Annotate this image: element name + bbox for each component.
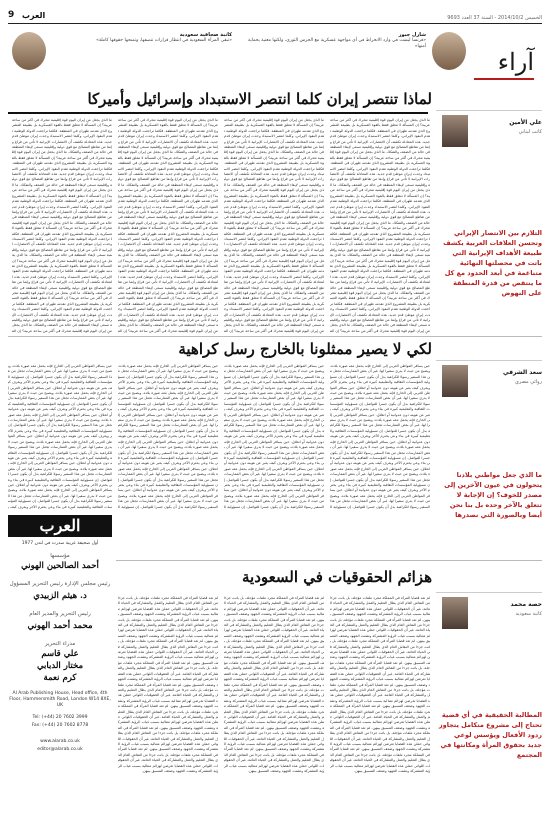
section-title: آراء bbox=[497, 48, 534, 76]
body-column: ما الذي يجعل من إيران اليوم قوة إقليمية تتحرك في أكثر من ساحة عربية؟ إن المسألة لا تتعلق فقط بالقوة العسكرية بل بطبيعة المشروع الذي تقدمه طهران في المنطقة. فكلما تراجعت الدولة الوطنية تقدم النفوذ الإيراني، وكلما انتصر الاستبداد وجدت إيران موطئ قدم جديد. هذه المعادلة تكشف أن الانتصارات الإيرانية لا تأتي من فراغ وإنما من تقاطع المصالح مع قوى دولية وإقليمية تسعى لإبقاء المنطقة في حالة من الضعف والتفكك. ما الذي يجعل من إيران اليوم قوة إقليمية تتحرك في أكثر من ساحة عربية؟ إن المسألة لا تتعلق فقط بالقوة العسكرية بل بطبيعة المشروع الذي تقدمه طهران في المنطقة. فكلما تراجعت الدولة الوطنية تقدم النفوذ الإيراني، وكلما انتصر الاستبداد وجدت إيران موطئ قدم جديد. هذه المعادلة تكشف أن الانتصارات الإيرانية لا تأتي من فراغ وإنما من تقاطع المصالح مع قوى دولية وإقليمية تسعى لإبقاء المنطقة في حالة من الضعف والتفكك. ما الذي يجعل من إيران اليوم قوة إقليمية تتحرك في أكثر من ساحة عربية؟ إن المسألة لا تتعلق فقط بالقوة العسكرية بل بطبيعة المشروع الذي تقدمه طهران في المنطقة. فكلما تراجعت الدولة الوطنية تقدم النفوذ الإيراني، وكلما انتصر الاستبداد وجدت إيران موطئ قدم جديد. هذه المعادلة تكشف أن الانتصارات الإيرانية لا تأتي من فراغ وإنما من تقاطع المصالح مع قوى دولية وإقليمية تسعى لإبقاء المنطقة في حالة من الضعف والتفكك. ما الذي يجعل من إيران اليوم قوة إقليمية تتحرك في أكثر من ساحة عربية؟ إن المسألة لا تتعلق فقط بالقوة العسكرية بل بطبيعة المشروع الذي تقدمه طهران في المنطقة. فكلما تراجعت الدولة الوطنية تقدم النفوذ الإيراني، وكلما انتصر الاستبداد وجدت إيران موطئ قدم جديد. هذه المعادلة تكشف أن الانتصارات الإيرانية لا تأتي من فراغ وإنما من تقاطع المصالح مع قوى دولية وإقليمية تسعى لإبقاء المنطقة في حالة من الضعف والتفكك. ما الذي يجعل من إيران اليوم قوة إقليمية تتحرك في أكثر من ساحة عربية؟ إن المسألة لا تتعلق فقط بالقوة العسكرية بل بطبيعة المشروع الذي تقدمه طهران في المنطقة. فكلما تراجعت الدولة الوطنية تقدم النفوذ الإيراني، وكلما انتصر الاستبداد وجدت إيران موطئ قدم جديد. هذه المعادلة تكشف أن الانتصارات الإيرانية لا تأتي من فراغ وإنما من تقاطع المصالح مع قوى دولية وإقليمية تسعى لإبقاء المنطقة في حالة من الضعف والتفكك. ما الذي يجعل من إيران اليوم قوة إقليمية تتحرك في أكثر من ساحة عربية؟ إن المسألة لا تتعلق فقط بالقوة العسكرية بل بطبيعة المشروع الذي تقدمه طهران في المنطقة. فكلما تراجعت الدولة الوطنية تقدم النفوذ الإيراني، وكلما انتصر الاستبداد وجدت إيران موطئ قدم جديد. هذه المعادلة تكشف أن الانتصارات الإيرانية لا تأتي من فراغ وإنما من تقاطع المصالح مع قوى دولية وإقليمية تسعى لإبقاء المنطقة في حالة من الضعف والتفكك. ما الذي يجعل من إيران اليوم قوة إقليمية تتحرك في أكثر من ساحة عربية؟ إن الم bbox=[224, 118, 324, 333]
website-link[interactable]: www.alarab.co.uk bbox=[40, 739, 80, 744]
headline-2: لكي لا يصير ممثلونا بالخارج رسل كراهية bbox=[178, 340, 432, 358]
author-photo bbox=[12, 32, 46, 70]
author-teaser bbox=[246, 32, 426, 72]
body-column: ما الذي يجعل من إيران اليوم قوة إقليمية تتحرك في أكثر من ساحة عربية؟ إن المسألة لا تتعلق فقط بالقوة العسكرية بل بطبيعة المشروع الذي تقدمه طهران في المنطقة. فكلما تراجعت الدولة الوطنية تقدم النفوذ الإيراني، وكلما انتصر الاستبداد وجدت إيران موطئ قدم جديد. هذه المعادلة تكشف أن الانتصارات الإيرانية لا تأتي من فراغ وإنما من تقاطع المصالح مع قوى دولية وإقليمية تسعى لإبقاء المنطقة في حالة من الضعف والتفكك. ما الذي يجعل من إيران اليوم قوة إقليمية تتحرك في أكثر من ساحة عربية؟ إن المسألة لا تتعلق فقط بالقوة العسكرية بل بطبيعة المشروع الذي تقدمه طهران في المنطقة. فكلما تراجعت الدولة الوطنية تقدم النفوذ الإيراني، وكلما انتصر الاستبداد وجدت إيران موطئ قدم جديد. هذه المعادلة تكشف أن الانتصارات الإيرانية لا تأتي من فراغ وإنما من تقاطع المصالح مع قوى دولية وإقليمية تسعى لإبقاء المنطقة في حالة من الضعف والتفكك. ما الذي يجعل من إيران اليوم قوة إقليمية تتحرك في أكثر من ساحة عربية؟ إن المسألة لا تتعلق فقط بالقوة العسكرية بل بطبيعة المشروع الذي تقدمه طهران في المنطقة. فكلما تراجعت الدولة الوطنية تقدم النفوذ الإيراني، وكلما انتصر الاستبداد وجدت إيران موطئ قدم جديد. هذه المعادلة تكشف أن الانتصارات الإيرانية لا تأتي من فراغ وإنما من تقاطع المصالح مع قوى دولية وإقليمية تسعى لإبقاء المنطقة في حالة من الضعف والتفكك. ما الذي يجعل من إيران اليوم قوة إقليمية تتحرك في أكثر من ساحة عربية؟ إن المسألة لا تتعلق فقط بالقوة العسكرية بل بطبيعة المشروع الذي تقدمه طهران في المنطقة. فكلما تراجعت الدولة الوطنية تقدم النفوذ الإيراني، وكلما انتصر الاستبداد وجدت إيران موطئ قدم جديد. هذه المعادلة تكشف أن الانتصارات الإيرانية لا تأتي من فراغ وإنما من تقاطع المصالح مع قوى دولية وإقليمية تسعى لإبقاء المنطقة في حالة من الضعف والتفكك. ما الذي يجعل من إيران اليوم قوة إقليمية تتحرك في أكثر من ساحة عربية؟ إن المسألة لا تتعلق فقط بالقوة العسكرية بل بطبيعة المشروع الذي تقدمه طهران في المنطقة. فكلما تراجعت الدولة الوطنية تقدم النفوذ الإيراني، وكلما انتصر الاستبداد وجدت إيران موطئ قدم جديد. هذه المعادلة تكشف أن الانتصارات الإيرانية لا تأتي من فراغ وإنما من تقاطع المصالح مع قوى دولية وإقليمية تسعى لإبقاء المنطقة في حالة من الضعف والتفكك. ما الذي يجعل من إيران اليوم قوة إقليمية تتحرك في أكثر من ساحة عربية؟ إن المسألة لا تتعلق فقط بالقوة العسكرية بل بطبيعة المشروع الذي تقدمه طهران في المنطقة. فكلما تراجعت الدولة الوطنية تقدم النفوذ الإيراني، وكلما انتصر الاستبداد وجدت إيران موطئ قدم جديد. هذه المعادلة تكشف أن الانتصارات الإيرانية لا تأتي من فراغ وإنما من تقاطع المصالح مع قوى دولية وإقليمية تسعى لإبقاء المنطقة في حالة من الضعف والتفكك. ما الذي يجعل من إيران اليوم قوة إقليمية تتحرك في أكثر من ساحة عربية؟ إن الم bbox=[118, 118, 218, 333]
author-teaser bbox=[52, 32, 232, 72]
body-column: لم تعد قضايا المرأة في المملكة مجرد ملفات مؤجلة، بل باتت جزءا من النقاش العام الذي يطال التعليم والعمل والمشاركة في الحياة العامة. غير أن الحقوقيات اللواتي حملن هذه القضايا تعرضن لهزائم متتالية بسبب غياب الرؤية المشتركة وتشتت الجهود وضعف التنسيق بينهن. لم تعد قضايا المرأة في المملكة مجرد ملفات مؤجلة، بل باتت جزءا من النقاش العام الذي يطال التعليم والعمل والمشاركة في الحياة العامة. غير أن الحقوقيات اللواتي حملن هذه القضايا تعرضن لهزائم متتالية بسبب غياب الرؤية المشتركة وتشتت الجهود وضعف التنسيق بينهن. لم تعد قضايا المرأة في المملكة مجرد ملفات مؤجلة، بل باتت جزءا من النقاش العام الذي يطال التعليم والعمل والمشاركة في الحياة العامة. غير أن الحقوقيات اللواتي حملن هذه القضايا تعرضن لهزائم متتالية بسبب غياب الرؤية المشتركة وتشتت الجهود وضعف التنسيق بينهن. لم تعد قضايا المرأة في المملكة مجرد ملفات مؤجلة، بل باتت جزءا من النقاش العام الذي يطال التعليم والعمل والمشاركة في الحياة العامة. غير أن الحقوقيات اللواتي حملن هذه القضايا تعرضن لهزائم متتالية بسبب غياب الرؤية المشتركة وتشتت الجهود وضعف التنسيق بينهن. لم تعد قضايا المرأة في المملكة مجرد ملفات مؤجلة، بل باتت جزءا من النقاش العام الذي يطال التعليم والعمل والمشاركة في الحياة العامة. غير أن الحقوقيات اللواتي حملن هذه القضايا تعرضن لهزائم متتالية بسبب غياب الرؤية المشتركة وتشتت الجهود وضعف التنسيق بينهن. لم تعد قضايا المرأة في المملكة مجرد ملفات مؤجلة، بل باتت جزءا من النقاش العام الذي يطال التعليم والعمل والمشاركة في الحياة العامة. غير أن الحقوقيات اللواتي حملن هذه القضايا تعرضن لهزائم متتالية بسبب غياب الرؤية المشتركة وتشتت الجهود وضعف التنسيق بينهن. لم تعد قضايا المرأة في المملكة مجرد ملفات مؤجلة، بل باتت جزءا من النقاش العام الذي يطال التعليم والعمل والمشاركة في الحياة العامة. غير أن الحقوقيات اللواتي حملن هذه القضايا تعرضن لهزائم متتالية بسبب غياب الرؤية المشتركة وتشتت الجهود وضعف التنسيق بينهن. لم تعد قضايا المرأة في المملكة مجرد ملفات مؤجلة، بل باتت جزءا من النقاش العام الذي يطال التعليم والعمل والمشاركة في الحياة العامة. غير أن الحقوقيات اللواتي حملن هذه القضايا تعرضن لهزائم متتالية بسبب غياب الرؤية المشتركة وتشتت الجهود وضعف التنسيق بينهن. bbox=[224, 596, 324, 773]
tagline: أول صحيفة عربية صدرت في لندن 1977 bbox=[21, 541, 99, 546]
top-authors bbox=[8, 28, 468, 76]
author-photo bbox=[442, 115, 468, 147]
chairman-role: رئيس مجلس الإدارة رئيس التحرير المسؤول bbox=[9, 581, 111, 587]
author-box bbox=[436, 592, 542, 633]
newspaper-logo: العرب bbox=[8, 515, 112, 537]
headline-rule bbox=[8, 112, 428, 114]
top-strip bbox=[8, 10, 542, 22]
issue-date: الخميس 2014/10/2 - السنة 37 العدد 9693 bbox=[447, 15, 542, 21]
top-rule bbox=[8, 23, 542, 24]
author-photo bbox=[442, 365, 468, 397]
body-column: لم تعد قضايا المرأة في المملكة مجرد ملفات مؤجلة، بل باتت جزءا من النقاش العام الذي يطال التعليم والعمل والمشاركة في الحياة العامة. غير أن الحقوقيات اللواتي حملن هذه القضايا تعرضن لهزائم متتالية بسبب غياب الرؤية المشتركة وتشتت الجهود وضعف التنسيق بينهن. لم تعد قضايا المرأة في المملكة مجرد ملفات مؤجلة، بل باتت جزءا من النقاش العام الذي يطال التعليم والعمل والمشاركة في الحياة العامة. غير أن الحقوقيات اللواتي حملن هذه القضايا تعرضن لهزائم متتالية بسبب غياب الرؤية المشتركة وتشتت الجهود وضعف التنسيق بينهن. لم تعد قضايا المرأة في المملكة مجرد ملفات مؤجلة، بل باتت جزءا من النقاش العام الذي يطال التعليم والعمل والمشاركة في الحياة العامة. غير أن الحقوقيات اللواتي حملن هذه القضايا تعرضن لهزائم متتالية بسبب غياب الرؤية المشتركة وتشتت الجهود وضعف التنسيق بينهن. لم تعد قضايا المرأة في المملكة مجرد ملفات مؤجلة، بل باتت جزءا من النقاش العام الذي يطال التعليم والعمل والمشاركة في الحياة العامة. غير أن الحقوقيات اللواتي حملن هذه القضايا تعرضن لهزائم متتالية بسبب غياب الرؤية المشتركة وتشتت الجهود وضعف التنسيق بينهن. لم تعد قضايا المرأة في المملكة مجرد ملفات مؤجلة، بل باتت جزءا من النقاش العام الذي يطال التعليم والعمل والمشاركة في الحياة العامة. غير أن الحقوقيات اللواتي حملن هذه القضايا تعرضن لهزائم متتالية بسبب غياب الرؤية المشتركة وتشتت الجهود وضعف التنسيق بينهن. لم تعد قضايا المرأة في المملكة مجرد ملفات مؤجلة، بل باتت جزءا من النقاش العام الذي يطال التعليم والعمل والمشاركة في الحياة العامة. غير أن الحقوقيات اللواتي حملن هذه القضايا تعرضن لهزائم متتالية بسبب غياب الرؤية المشتركة وتشتت الجهود وضعف التنسيق بينهن. لم تعد قضايا المرأة في المملكة مجرد ملفات مؤجلة، بل باتت جزءا من النقاش العام الذي يطال التعليم والعمل والمشاركة في الحياة العامة. غير أن الحقوقيات اللواتي حملن هذه القضايا تعرضن لهزائم متتالية بسبب غياب الرؤية المشتركة وتشتت الجهود وضعف التنسيق بينهن. لم تعد قضايا المرأة في المملكة مجرد ملفات مؤجلة، بل باتت جزءا من النقاش العام الذي يطال التعليم والعمل والمشاركة في الحياة العامة. غير أن الحقوقيات اللواتي حملن هذه القضايا تعرضن لهزائم متتالية بسبب غياب الرؤية المشتركة وتشتت الجهود وضعف التنسيق بينهن. bbox=[330, 596, 430, 773]
chairman-name: د. هيثم الزبيدي bbox=[33, 591, 87, 601]
author-quote: «تبقى المرأة السعودية في انتظار قرارات تنصفها، وتمنحها حقوقها كاملة» bbox=[96, 38, 232, 43]
article-3-body bbox=[118, 596, 430, 818]
address: Al Arab Publishing House, Head office, 4th Floor, Hammersmith Road, London W14 8XE, UK bbox=[9, 691, 111, 708]
telephone: Tel: (+44) 20 7602 3999 bbox=[32, 715, 88, 720]
article-3-sidebar bbox=[436, 592, 542, 817]
section-rule bbox=[474, 78, 534, 80]
brand-name: العرب bbox=[22, 11, 46, 20]
pull-quote: المطالبة الحقيقية في أي قضية تحتاج إلى مشروع متكامل يتجاوز ردود الأفعال ويؤسس لوعي جديد بحقوق المرأة ومكانتها في المجتمع bbox=[438, 711, 542, 759]
founder-role: مؤسسها bbox=[50, 553, 70, 559]
body-column: ما الذي يجعل من إيران اليوم قوة إقليمية تتحرك في أكثر من ساحة عربية؟ إن المسألة لا تتعلق فقط بالقوة العسكرية بل بطبيعة المشروع الذي تقدمه طهران في المنطقة. فكلما تراجعت الدولة الوطنية تقدم النفوذ الإيراني، وكلما انتصر الاستبداد وجدت إيران موطئ قدم جديد. هذه المعادلة تكشف أن الانتصارات الإيرانية لا تأتي من فراغ وإنما من تقاطع المصالح مع قوى دولية وإقليمية تسعى لإبقاء المنطقة في حالة من الضعف والتفكك. ما الذي يجعل من إيران اليوم قوة إقليمية تتحرك في أكثر من ساحة عربية؟ إن المسألة لا تتعلق فقط بالقوة العسكرية بل بطبيعة المشروع الذي تقدمه طهران في المنطقة. فكلما تراجعت الدولة الوطنية تقدم النفوذ الإيراني، وكلما انتصر الاستبداد وجدت إيران موطئ قدم جديد. هذه المعادلة تكشف أن الانتصارات الإيرانية لا تأتي من فراغ وإنما من تقاطع المصالح مع قوى دولية وإقليمية تسعى لإبقاء المنطقة في حالة من الضعف والتفكك. ما الذي يجعل من إيران اليوم قوة إقليمية تتحرك في أكثر من ساحة عربية؟ إن المسألة لا تتعلق فقط بالقوة العسكرية بل بطبيعة المشروع الذي تقدمه طهران في المنطقة. فكلما تراجعت الدولة الوطنية تقدم النفوذ الإيراني، وكلما انتصر الاستبداد وجدت إيران موطئ قدم جديد. هذه المعادلة تكشف أن الانتصارات الإيرانية لا تأتي من فراغ وإنما من تقاطع المصالح مع قوى دولية وإقليمية تسعى لإبقاء المنطقة في حالة من الضعف والتفكك. ما الذي يجعل من إيران اليوم قوة إقليمية تتحرك في أكثر من ساحة عربية؟ إن المسألة لا تتعلق فقط بالقوة العسكرية بل بطبيعة المشروع الذي تقدمه طهران في المنطقة. فكلما تراجعت الدولة الوطنية تقدم النفوذ الإيراني، وكلما انتصر الاستبداد وجدت إيران موطئ قدم جديد. هذه المعادلة تكشف أن الانتصارات الإيرانية لا تأتي من فراغ وإنما من تقاطع المصالح مع قوى دولية وإقليمية تسعى لإبقاء المنطقة في حالة من الضعف والتفكك. ما الذي يجعل من إيران اليوم قوة إقليمية تتحرك في أكثر من ساحة عربية؟ إن المسألة لا تتعلق فقط بالقوة العسكرية بل بطبيعة المشروع الذي تقدمه طهران في المنطقة. فكلما تراجعت الدولة الوطنية تقدم النفوذ الإيراني، وكلما انتصر الاستبداد وجدت إيران موطئ قدم جديد. هذه المعادلة تكشف أن الانتصارات الإيرانية لا تأتي من فراغ وإنما من تقاطع المصالح مع قوى دولية وإقليمية تسعى لإبقاء المنطقة في حالة من الضعف والتفكك. ما الذي يجعل من إيران اليوم قوة إقليمية تتحرك في أكثر من ساحة عربية؟ إن المسألة لا تتعلق فقط بالقوة العسكرية بل بطبيعة المشروع الذي تقدمه طهران في المنطقة. فكلما تراجعت الدولة الوطنية تقدم النفوذ الإيراني، وكلما انتصر الاستبداد وجدت إيران موطئ قدم جديد. هذه المعادلة تكشف أن الانتصارات الإيرانية لا تأتي من فراغ وإنما من تقاطع المصالح مع قوى دولية وإقليمية تسعى لإبقاء المنطقة في حالة من الضعف والتفكك. ما الذي يجعل من إيران اليوم قوة إقليمية تتحرك في أكثر من ساحة عربية؟ إن الم bbox=[330, 118, 430, 333]
editor-role: رئيس التحرير والمدير العام bbox=[29, 611, 91, 617]
pull-quote: التلازم بين الانتصار الإيراني وتحسن العلاقات العربية يكشف طبيعة الأهداف الإيرانية التي باتت في محصلتها النهائية متناغمة في أبعد الحدود مع كل ما ينتقص من قدرة المنطقة على النهوض bbox=[443, 229, 542, 297]
page-number: 9 bbox=[8, 10, 15, 20]
fax: Fax: (+44) 20 7602 8778 bbox=[31, 723, 89, 728]
article-2-sidebar bbox=[436, 360, 542, 560]
managing-name: مختار الدبابي bbox=[36, 661, 84, 671]
article-2-body-left bbox=[8, 364, 112, 510]
headline-1: لماذا تنتصر إيران كلما انتصر الاستبداد وإسرائيل وأميركا bbox=[87, 90, 432, 108]
author-name: علي الأمين bbox=[509, 119, 542, 126]
author-quote: «فرنسا ليست في وارد الانخراط في أي مواجهة عسكرية مع الحرس الثوري، ولكنها معنية بحماية أمنها» bbox=[248, 38, 426, 49]
section-divider bbox=[8, 336, 542, 337]
managing-role: مدراء التحرير bbox=[44, 641, 76, 647]
author-photo bbox=[442, 597, 468, 629]
author-name: حصة محمد bbox=[510, 601, 542, 608]
top-author-1 bbox=[240, 28, 470, 76]
author-photo bbox=[432, 32, 466, 70]
body-column: ما الذي يجعل من إيران اليوم قوة إقليمية تتحرك في أكثر من ساحة عربية؟ إن المسألة لا تتعلق فقط بالقوة العسكرية بل بطبيعة المشروع الذي تقدمه طهران في المنطقة. فكلما تراجعت الدولة الوطنية تقدم النفوذ الإيراني، وكلما انتصر الاستبداد وجدت إيران موطئ قدم جديد. هذه المعادلة تكشف أن الانتصارات الإيرانية لا تأتي من فراغ وإنما من تقاطع المصالح مع قوى دولية وإقليمية تسعى لإبقاء المنطقة في حالة من الضعف والتفكك. ما الذي يجعل من إيران اليوم قوة إقليمية تتحرك في أكثر من ساحة عربية؟ إن المسألة لا تتعلق فقط بالقوة العسكرية بل بطبيعة المشروع الذي تقدمه طهران في المنطقة. فكلما تراجعت الدولة الوطنية تقدم النفوذ الإيراني، وكلما انتصر الاستبداد وجدت إيران موطئ قدم جديد. هذه المعادلة تكشف أن الانتصارات الإيرانية لا تأتي من فراغ وإنما من تقاطع المصالح مع قوى دولية وإقليمية تسعى لإبقاء المنطقة في حالة من الضعف والتفكك. ما الذي يجعل من إيران اليوم قوة إقليمية تتحرك في أكثر من ساحة عربية؟ إن المسألة لا تتعلق فقط بالقوة العسكرية بل بطبيعة المشروع الذي تقدمه طهران في المنطقة. فكلما تراجعت الدولة الوطنية تقدم النفوذ الإيراني، وكلما انتصر الاستبداد وجدت إيران موطئ قدم جديد. هذه المعادلة تكشف أن الانتصارات الإيرانية لا تأتي من فراغ وإنما من تقاطع المصالح مع قوى دولية وإقليمية تسعى لإبقاء المنطقة في حالة من الضعف والتفكك. ما الذي يجعل من إيران اليوم قوة إقليمية تتحرك في أكثر من ساحة عربية؟ إن المسألة لا تتعلق فقط بالقوة العسكرية بل بطبيعة المشروع الذي تقدمه طهران في المنطقة. فكلما تراجعت الدولة الوطنية تقدم النفوذ الإيراني، وكلما انتصر الاستبداد وجدت إيران موطئ قدم جديد. هذه المعادلة تكشف أن الانتصارات الإيرانية لا تأتي من فراغ وإنما من تقاطع المصالح مع قوى دولية وإقليمية تسعى لإبقاء المنطقة في حالة من الضعف والتفكك. ما الذي يجعل من إيران اليوم قوة إقليمية تتحرك في أكثر من ساحة عربية؟ إن المسألة لا تتعلق فقط بالقوة العسكرية بل بطبيعة المشروع الذي تقدمه طهران في المنطقة. فكلما تراجعت الدولة الوطنية تقدم النفوذ الإيراني، وكلما انتصر الاستبداد وجدت إيران موطئ قدم جديد. هذه المعادلة تكشف أن الانتصارات الإيرانية لا تأتي من فراغ وإنما من تقاطع المصالح مع قوى دولية وإقليمية تسعى لإبقاء المنطقة في حالة من الضعف والتفكك. ما الذي يجعل من إيران اليوم قوة إقليمية تتحرك في أكثر من ساحة عربية؟ إن المسألة لا تتعلق فقط بالقوة العسكرية بل بطبيعة المشروع الذي تقدمه طهران في المنطقة. فكلما تراجعت الدولة الوطنية تقدم النفوذ الإيراني، وكلما انتصر الاستبداد وجدت إيران موطئ قدم جديد. هذه المعادلة تكشف أن الانتصارات الإيرانية لا تأتي من فراغ وإنما من تقاطع المصالح مع قوى دولية وإقليمية تسعى لإبقاء المنطقة في حالة من الضعف والتفكك. ما الذي يجعل من إيران اليوم قوة إقليمية تتحرك في أكثر من ساحة عربية؟ إن الم bbox=[12, 118, 112, 333]
masthead-credits bbox=[8, 515, 112, 815]
author-role: روائي مصري bbox=[514, 379, 542, 385]
managing-name: كرم نعمة bbox=[43, 673, 77, 683]
body-column: لم تعد قضايا المرأة في المملكة مجرد ملفات مؤجلة، بل باتت جزءا من النقاش العام الذي يطال التعليم والعمل والمشاركة في الحياة العامة. غير أن الحقوقيات اللواتي حملن هذه القضايا تعرضن لهزائم متتالية بسبب غياب الرؤية المشتركة وتشتت الجهود وضعف التنسيق بينهن. لم تعد قضايا المرأة في المملكة مجرد ملفات مؤجلة، بل باتت جزءا من النقاش العام الذي يطال التعليم والعمل والمشاركة في الحياة العامة. غير أن الحقوقيات اللواتي حملن هذه القضايا تعرضن لهزائم متتالية بسبب غياب الرؤية المشتركة وتشتت الجهود وضعف التنسيق بينهن. لم تعد قضايا المرأة في المملكة مجرد ملفات مؤجلة، بل باتت جزءا من النقاش العام الذي يطال التعليم والعمل والمشاركة في الحياة العامة. غير أن الحقوقيات اللواتي حملن هذه القضايا تعرضن لهزائم متتالية بسبب غياب الرؤية المشتركة وتشتت الجهود وضعف التنسيق بينهن. لم تعد قضايا المرأة في المملكة مجرد ملفات مؤجلة، بل باتت جزءا من النقاش العام الذي يطال التعليم والعمل والمشاركة في الحياة العامة. غير أن الحقوقيات اللواتي حملن هذه القضايا تعرضن لهزائم متتالية بسبب غياب الرؤية المشتركة وتشتت الجهود وضعف التنسيق بينهن. لم تعد قضايا المرأة في المملكة مجرد ملفات مؤجلة، بل باتت جزءا من النقاش العام الذي يطال التعليم والعمل والمشاركة في الحياة العامة. غير أن الحقوقيات اللواتي حملن هذه القضايا تعرضن لهزائم متتالية بسبب غياب الرؤية المشتركة وتشتت الجهود وضعف التنسيق بينهن. لم تعد قضايا المرأة في المملكة مجرد ملفات مؤجلة، بل باتت جزءا من النقاش العام الذي يطال التعليم والعمل والمشاركة في الحياة العامة. غير أن الحقوقيات اللواتي حملن هذه القضايا تعرضن لهزائم متتالية بسبب غياب الرؤية المشتركة وتشتت الجهود وضعف التنسيق بينهن. لم تعد قضايا المرأة في المملكة مجرد ملفات مؤجلة، بل باتت جزءا من النقاش العام الذي يطال التعليم والعمل والمشاركة في الحياة العامة. غير أن الحقوقيات اللواتي حملن هذه القضايا تعرضن لهزائم متتالية بسبب غياب الرؤية المشتركة وتشتت الجهود وضعف التنسيق بينهن. لم تعد قضايا المرأة في المملكة مجرد ملفات مؤجلة، بل باتت جزءا من النقاش العام الذي يطال التعليم والعمل والمشاركة في الحياة العامة. غير أن الحقوقيات اللواتي حملن هذه القضايا تعرضن لهزائم متتالية بسبب غياب الرؤية المشتركة وتشتت الجهود وضعف التنسيق بينهن. bbox=[118, 596, 218, 773]
author-name: كاتبة صحافية سعودية bbox=[179, 32, 232, 38]
email-link[interactable]: editor@alarab.co.uk bbox=[37, 747, 83, 752]
article-2-body-top bbox=[118, 364, 430, 510]
top-author-2 bbox=[8, 28, 238, 76]
headline-3: هزائم الحقوقيات في السعودية bbox=[242, 568, 432, 586]
author-role: كاتبة سعودية bbox=[515, 611, 542, 617]
author-box bbox=[436, 110, 542, 151]
body-column: حين يسافر المواطن العربي إلى الخارج فإنه يحمل معه صورة بلاده، ويصبح من حيث لا يدري سفيرا لها. غير أن بعض الممارسات تجعل من هذا السفير رسولا للكراهية بدل أن يكون جسرا للتواصل. إن مسؤولية المؤسسات الثقافية والتعليمية كبيرة في بناء وعي يحترم الآخر ويعرف كيف يعبر عن هويته دون عدوانية أو انغلاق. حين يسافر المواطن العربي إلى الخارج فإنه يحمل معه صورة بلاده، ويصبح من حيث لا يدري سفيرا لها. غير أن بعض الممارسات تجعل من هذا السفير رسولا للكراهية بدل أن يكون جسرا للتواصل. إن مسؤولية المؤسسات الثقافية والتعليمية كبيرة في بناء وعي يحترم الآخر ويعرف كيف يعبر عن هويته دون عدوانية أو انغلاق. حين يسافر المواطن العربي إلى الخارج فإنه يحمل معه صورة بلاده، ويصبح من حيث لا يدري سفيرا لها. غير أن بعض الممارسات تجعل من هذا السفير رسولا للكراهية بدل أن يكون جسرا للتواصل. إن مسؤولية المؤسسات الثقافية والتعليمية كبيرة في بناء وعي يحترم الآخر ويعرف كيف يعبر عن هويته دون عدوانية أو انغلاق. حين يسافر المواطن العربي إلى الخارج فإنه يحمل معه صورة بلاده، ويصبح من حيث لا يدري سفيرا لها. غير أن بعض الممارسات تجعل من هذا السفير رسولا للكراهية بدل أن يكون جسرا للتواصل. إن مسؤولية المؤسسات الثقافية والتعليمية كبيرة في بناء وعي يحترم الآخر ويعرف كيف يعبر عن هويته دون عدوانية أو انغلاق. حين يسافر المواطن العربي إلى الخارج فإنه يحمل معه صورة بلاده، ويصبح من حيث لا يدري سفيرا لها. غير أن بعض الممارسات تجعل من هذا السفير رسولا للكراهية بدل أن يكون جسرا للتواصل. إن مسؤولية المؤسسات الثقافية والتعليمية كبيرة في بناء وعي يحترم الآخر ويعرف كيف يعبر عن هويته دون عدوانية أو انغلاق. حين يسافر المواطن العربي إلى الخارج فإنه يحمل معه صورة بلاده، ويصبح من حيث لا يدري سفيرا لها. غير أن بعض الممارسات تجعل من هذا السفير رسولا للكراهية بدل أن يكون جسرا للتواصل. إن مسؤولية ال bbox=[330, 364, 430, 509]
author-name: سعد الشرفي bbox=[503, 369, 542, 376]
author-name: شارل جبور bbox=[398, 32, 426, 38]
pull-quote: ما الذي جعل مواطني بلادنا يتحولون في عيون الآخرين إلى مصدر للخوف؟ إن الإجابة لا تتعلق بالآخر وحده بل بنا نحن أيضا وبالصورة التي نصدرها bbox=[444, 471, 542, 519]
article-1-sidebar bbox=[436, 110, 542, 330]
body-column: حين يسافر المواطن العربي إلى الخارج فإنه يحمل معه صورة بلاده، ويصبح من حيث لا يدري سفيرا لها. غير أن بعض الممارسات تجعل من هذا السفير رسولا للكراهية بدل أن يكون جسرا للتواصل. إن مسؤولية المؤسسات الثقافية والتعليمية كبيرة في بناء وعي يحترم الآخر ويعرف كيف يعبر عن هويته دون عدوانية أو انغلاق. حين يسافر المواطن العربي إلى الخارج فإنه يحمل معه صورة بلاده، ويصبح من حيث لا يدري سفيرا لها. غير أن بعض الممارسات تجعل من هذا السفير رسولا للكراهية بدل أن يكون جسرا للتواصل. إن مسؤولية المؤسسات الثقافية والتعليمية كبيرة في بناء وعي يحترم الآخر ويعرف كيف يعبر عن هويته دون عدوانية أو انغلاق. حين يسافر المواطن العربي إلى الخارج فإنه يحمل معه صورة بلاده، ويصبح من حيث لا يدري سفيرا لها. غير أن بعض الممارسات تجعل من هذا السفير رسولا للكراهية بدل أن يكون جسرا للتواصل. إن مسؤولية المؤسسات الثقافية والتعليمية كبيرة في بناء وعي يحترم الآخر ويعرف كيف يعبر عن هويته دون عدوانية أو انغلاق. حين يسافر المواطن العربي إلى الخارج فإنه يحمل معه صورة بلاده، ويصبح من حيث لا يدري سفيرا لها. غير أن بعض الممارسات تجعل من هذا السفير رسولا للكراهية بدل أن يكون جسرا للتواصل. إن مسؤولية المؤسسات الثقافية والتعليمية كبيرة في بناء وعي يحترم الآخر ويعرف كيف يعبر عن هويته دون عدوانية أو انغلاق. حين يسافر المواطن العربي إلى الخارج فإنه يحمل معه صورة بلاده، ويصبح من حيث لا يدري سفيرا لها. غير أن بعض الممارسات تجعل من هذا السفير رسولا للكراهية بدل أن يكون جسرا للتواصل. إن مسؤولية المؤسسات الثقافية والتعليمية كبيرة في بناء وعي يحترم الآخر ويعرف كيف يعبر عن هويته دون عدوانية أو انغلاق. حين يسافر المواطن العربي إلى الخارج فإنه يحمل معه صورة بلاده، ويصبح من حيث لا يدري سفيرا لها. غير أن بعض الممارسات تجعل من هذا السفير رسولا للكراهية بدل أن يكون جسرا للتواصل. إن مسؤولية ال bbox=[118, 364, 218, 509]
article-1-body bbox=[12, 118, 430, 334]
section-divider bbox=[116, 560, 542, 561]
founder-name: أحمد الصالحين الهوني bbox=[21, 561, 99, 571]
body-column: حين يسافر المواطن العربي إلى الخارج فإنه يحمل معه صورة بلاده، ويصبح من حيث لا يدري سفيرا لها. غير أن بعض الممارسات تجعل من هذا السفير رسولا للكراهية بدل أن يكون جسرا للتواصل. إن مسؤولية المؤسسات الثقافية والتعليمية كبيرة في بناء وعي يحترم الآخر ويعرف كيف يعبر عن هويته دون عدوانية أو انغلاق. حين يسافر المواطن العربي إلى الخارج فإنه يحمل معه صورة بلاده، ويصبح من حيث لا يدري سفيرا لها. غير أن بعض الممارسات تجعل من هذا السفير رسولا للكراهية بدل أن يكون جسرا للتواصل. إن مسؤولية المؤسسات الثقافية والتعليمية كبيرة في بناء وعي يحترم الآخر ويعرف كيف يعبر عن هويته دون عدوانية أو انغلاق. حين يسافر المواطن العربي إلى الخارج فإنه يحمل معه صورة بلاده، ويصبح من حيث لا يدري سفيرا لها. غير أن بعض الممارسات تجعل من هذا السفير رسولا للكراهية بدل أن يكون جسرا للتواصل. إن مسؤولية المؤسسات الثقافية والتعليمية كبيرة في بناء وعي يحترم الآخر ويعرف كيف يعبر عن هويته دون عدوانية أو انغلاق. حين يسافر المواطن العربي إلى الخارج فإنه يحمل معه صورة بلاده، ويصبح من حيث لا يدري سفيرا لها. غير أن بعض الممارسات تجعل من هذا السفير رسولا للكراهية بدل أن يكون جسرا للتواصل. إن مسؤولية المؤسسات الثقافية والتعليمية كبيرة في بناء وعي يحترم الآخر ويعرف كيف يعبر عن هويته دون عدوانية أو انغلاق. حين يسافر المواطن العربي إلى الخارج فإنه يحمل معه صورة بلاده، ويصبح من حيث لا يدري سفيرا لها. غير أن بعض الممارسات تجعل من هذا السفير رسولا للكراهية بدل أن يكون جسرا للتواصل. إن مسؤولية المؤسسات الثقافية والتعليمية كبيرة في بناء وعي يحترم الآخر ويعرف كيف يعبر عن هويته دون عدوانية أو انغلاق. حين يسافر المواطن العربي إلى الخارج فإنه يحمل معه صورة بلاده، ويصبح من حيث لا يدري سفيرا لها. غير أن بعض الممارسات تجعل من هذا السفير رسولا للكراهية بدل أن يكون جسرا للتواصل. إن مسؤولية المؤسسات الثقافية والتعليمية كبيرة في بناء وعي يحترم الآخر ويعرف كيف ي bbox=[8, 364, 112, 509]
editor-name: محمد أحمد الهوني bbox=[27, 621, 93, 631]
author-role: كاتب لبناني bbox=[518, 129, 542, 135]
body-column: حين يسافر المواطن العربي إلى الخارج فإنه يحمل معه صورة بلاده، ويصبح من حيث لا يدري سفيرا لها. غير أن بعض الممارسات تجعل من هذا السفير رسولا للكراهية بدل أن يكون جسرا للتواصل. إن مسؤولية المؤسسات الثقافية والتعليمية كبيرة في بناء وعي يحترم الآخر ويعرف كيف يعبر عن هويته دون عدوانية أو انغلاق. حين يسافر المواطن العربي إلى الخارج فإنه يحمل معه صورة بلاده، ويصبح من حيث لا يدري سفيرا لها. غير أن بعض الممارسات تجعل من هذا السفير رسولا للكراهية بدل أن يكون جسرا للتواصل. إن مسؤولية المؤسسات الثقافية والتعليمية كبيرة في بناء وعي يحترم الآخر ويعرف كيف يعبر عن هويته دون عدوانية أو انغلاق. حين يسافر المواطن العربي إلى الخارج فإنه يحمل معه صورة بلاده، ويصبح من حيث لا يدري سفيرا لها. غير أن بعض الممارسات تجعل من هذا السفير رسولا للكراهية بدل أن يكون جسرا للتواصل. إن مسؤولية المؤسسات الثقافية والتعليمية كبيرة في بناء وعي يحترم الآخر ويعرف كيف يعبر عن هويته دون عدوانية أو انغلاق. حين يسافر المواطن العربي إلى الخارج فإنه يحمل معه صورة بلاده، ويصبح من حيث لا يدري سفيرا لها. غير أن بعض الممارسات تجعل من هذا السفير رسولا للكراهية بدل أن يكون جسرا للتواصل. إن مسؤولية المؤسسات الثقافية والتعليمية كبيرة في بناء وعي يحترم الآخر ويعرف كيف يعبر عن هويته دون عدوانية أو انغلاق. حين يسافر المواطن العربي إلى الخارج فإنه يحمل معه صورة بلاده، ويصبح من حيث لا يدري سفيرا لها. غير أن بعض الممارسات تجعل من هذا السفير رسولا للكراهية بدل أن يكون جسرا للتواصل. إن مسؤولية المؤسسات الثقافية والتعليمية كبيرة في بناء وعي يحترم الآخر ويعرف كيف يعبر عن هويته دون عدوانية أو انغلاق. حين يسافر المواطن العربي إلى الخارج فإنه يحمل معه صورة بلاده، ويصبح من حيث لا يدري سفيرا لها. غير أن بعض الممارسات تجعل من هذا السفير رسولا للكراهية بدل أن يكون جسرا للتواصل. إن مسؤولية ال bbox=[224, 364, 324, 509]
author-box bbox=[436, 360, 542, 401]
managing-name: علي قاسم bbox=[41, 649, 79, 659]
